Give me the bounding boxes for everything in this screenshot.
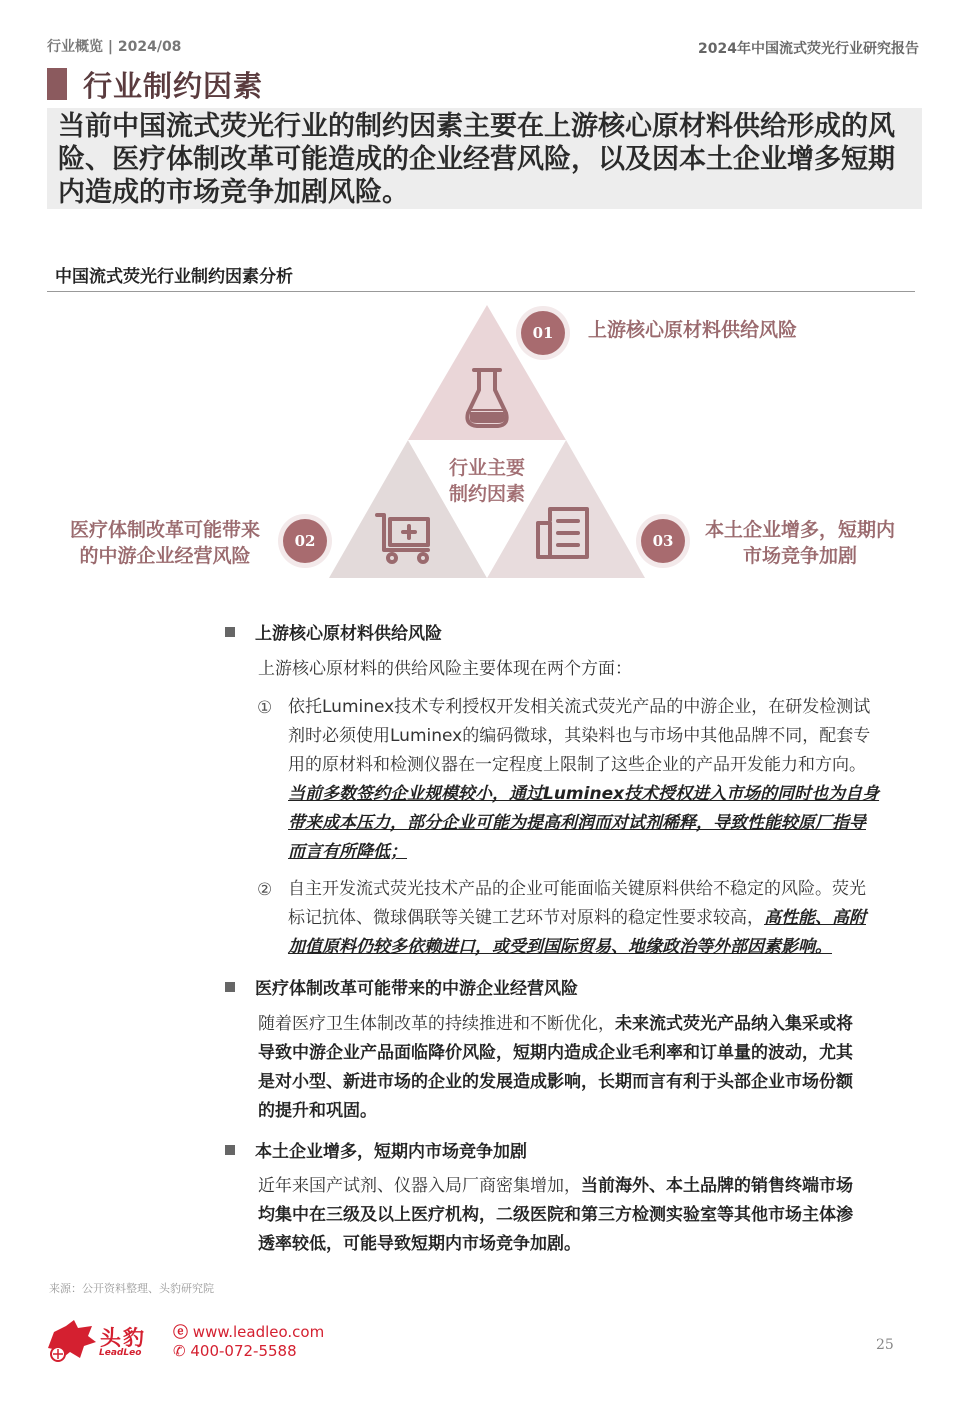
section-title: 中国流式荧光行业制约因素分析: [55, 267, 293, 287]
bullet-1-title: 上游核心原材料供给风险: [225, 619, 442, 644]
source-note: 来源：公开资料整理、头豹研究院: [49, 1282, 214, 1295]
website-link[interactable]: ⓔ www.leadleo.com: [173, 1323, 325, 1341]
web-icon: ⓔ: [173, 1323, 189, 1341]
bullet-2-text: 随着医疗卫生体制改革的持续推进和不断优化，未来流式荧光产品纳入集采或将 导致中游企业产品面临降价风险，短期内造成企业毛利率和订单量的波动，尤其 是对小型、新进市场的企业的发展造成影响，长期而言有利于头部企业市场份额 的提升和巩固。: [258, 1014, 853, 1121]
page-number: 25: [876, 1337, 894, 1353]
factor-number-01: 01: [521, 311, 565, 355]
bullet-3-text: 近年来国产试剂、仪器入局厂商密集增加，当前海外、本土品牌的销售终端市场 均集中在三级及以上医疗机构，二级医院和第三方检测实验室等其他市场主体渗 透率较低，可能导致短期内市场竞争加剧。: [258, 1176, 853, 1254]
item-1-text: 依托Luminex技术专利授权开发相关流式荧光产品的中游企业，在研发检测试 剂时必须使用Luminex的编码微球，其染料也与市场中其他品牌不同，配套专 用的原材料和检测仪器在一定程度上限制了这些企业的产品开发能力和方向。 当前多数签约企业规模较小，通过Luminex技术授权进入市场的同时也为自身 带来成本压力，部分企业可能为提高利润而对试剂稀释，导致性能较原厂指导 而言有所降低；: [288, 697, 880, 862]
phone-number: ✆ 400-072-5588: [173, 1342, 297, 1360]
page-title: 行业制约因素: [83, 69, 264, 103]
title-accent-bar: [47, 68, 67, 100]
section-divider: [47, 291, 915, 292]
header-section-date: 行业概览 | 2024/08: [47, 39, 182, 55]
factor-number-02: 02: [283, 519, 327, 563]
leopard-logo-icon: [44, 1318, 100, 1364]
bullet-1-intro: 上游核心原材料的供给风险主要体现在两个方面：: [258, 659, 632, 679]
phone-icon: ✆: [173, 1342, 186, 1360]
item-number-2: ②: [257, 880, 273, 900]
item-number-1: ①: [257, 698, 273, 718]
summary-text: 当前中国流式荧光行业的制约因素主要在上游核心原材料供给形成的风险、医疗体制改革可能造成的企业经营风险，以及因本土企业增多短期内造成的市场竞争加剧风险。: [58, 111, 895, 208]
item-2-text: 自主开发流式荧光技术产品的企业可能面临关键原料供给不稳定的风险。荧光 标记抗体、微球偶联等关键工艺环节对原料的稳定性要求较高，高性能、高附 加值原料仍较多依赖进口，或受到国际贸易、地缘政治等外部因素影响。: [288, 879, 866, 957]
brand-name-en: LeadLeo: [99, 1348, 142, 1358]
factor-label-02: 医疗体制改革可能带来 的中游企业经营风险: [69, 519, 260, 567]
bullet-2-title: 医疗体制改革可能带来的中游企业经营风险: [225, 974, 578, 999]
bullet-3-title: 本土企业增多，短期内市场竞争加剧: [225, 1137, 527, 1162]
factor-label-03: 本土企业增多，短期内 市场竞争加剧: [704, 519, 895, 567]
header-report-title: 2024年中国流式荧光行业研究报告: [698, 41, 919, 57]
factor-label-01: 上游核心原材料供给风险: [588, 319, 798, 341]
brand-name: 头豹: [100, 1326, 146, 1350]
factor-number-03: 03: [641, 519, 685, 563]
diagram-center-label: 行业主要 制约因素: [448, 457, 525, 505]
